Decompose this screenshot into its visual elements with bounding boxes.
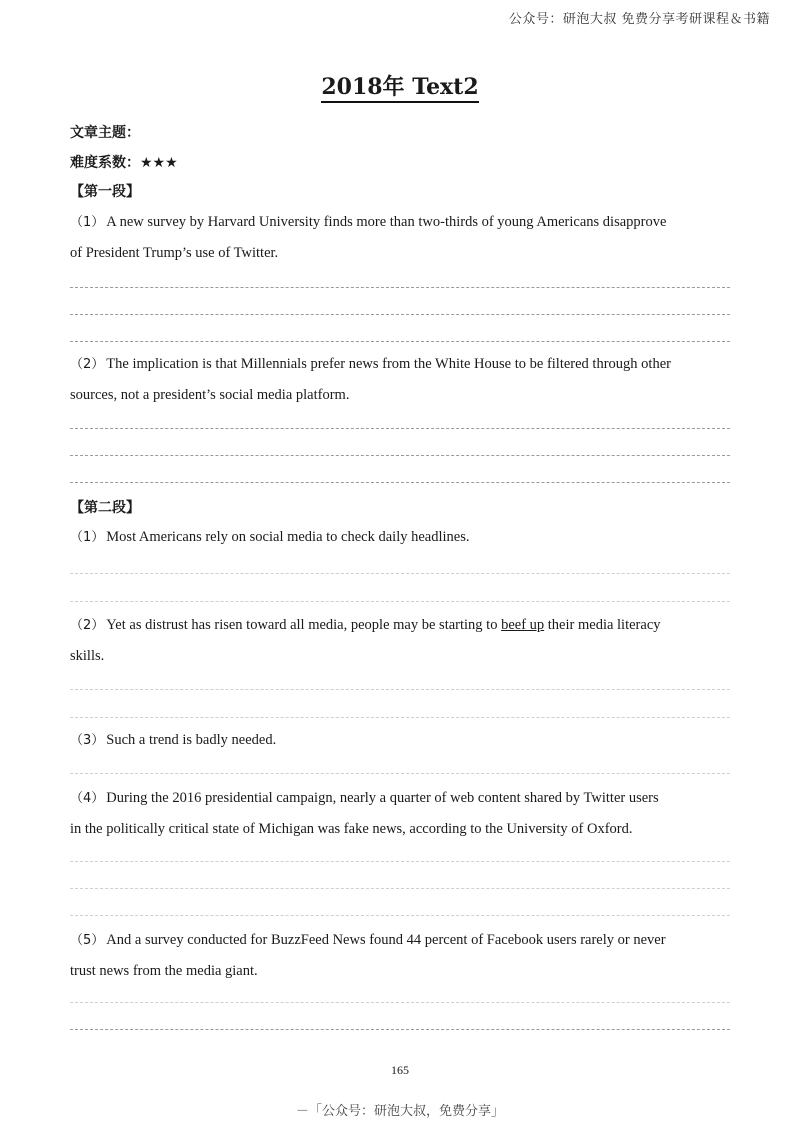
answer-line [70, 689, 730, 690]
sentence-2-4 [70, 783, 735, 844]
section-heading-1: 【第一段】 [70, 184, 140, 200]
sentence-text: The implication is that Millennials prefer news from the White House to be filtered through other [106, 356, 671, 372]
answer-line [70, 1029, 730, 1030]
sentence-2-5 [70, 925, 735, 986]
sentence-text: skills. [70, 648, 105, 664]
footer-note: －「公众号：研泡大叔，免费分享」 [295, 1104, 504, 1119]
page-title-text: 2018年 Text2 [321, 74, 478, 103]
header-note: 公众号：研泡大叔 免费分享考研课程＆书籍 [508, 12, 770, 27]
answer-line [70, 341, 730, 342]
sentence-number: （3） [70, 733, 105, 748]
sentence-text: trust news from the media giant. [70, 963, 258, 979]
section-heading-2: 【第二段】 [70, 500, 140, 516]
answer-line [70, 1002, 730, 1003]
page-title [0, 70, 800, 101]
sentence-text: their media literacy [544, 617, 661, 633]
sentence-1-1 [70, 207, 735, 268]
sentence-2-2 [70, 610, 735, 671]
answer-line [70, 717, 730, 718]
answer-line [70, 601, 730, 602]
sentence-number: （2） [70, 357, 105, 372]
answer-line [70, 287, 730, 288]
answer-line [70, 482, 730, 483]
answer-line [70, 573, 730, 574]
answer-line [70, 773, 730, 774]
sentence-number: （4） [70, 791, 105, 806]
answer-line [70, 314, 730, 315]
topic-label: 文章主题： [70, 125, 140, 141]
answer-line [70, 861, 730, 862]
answer-line [70, 915, 730, 916]
sentence-text: Such a trend is badly needed. [106, 732, 277, 748]
answer-line [70, 428, 730, 429]
sentence-text: During the 2016 presidential campaign, nearly a quarter of web content shared by Twitter users [106, 790, 659, 806]
sentence-text: A new survey by Harvard University finds more than two-thirds of young Americans disapprove [106, 214, 667, 230]
sentence-text: And a survey conducted for BuzzFeed News found 44 percent of Facebook users rarely or never [106, 932, 666, 948]
sentence-text: in the politically critical state of Michigan was fake news, according to the University of Oxford. [70, 821, 633, 837]
sentence-text: Most Americans rely on social media to check daily headlines. [106, 529, 470, 545]
sentence-2-3 [70, 725, 735, 756]
sentence-number: （1） [70, 215, 105, 230]
sentence-text: sources, not a president’s social media platform. [70, 387, 350, 403]
sentence-text: Yet as distrust has risen toward all media, people may be starting to [106, 617, 502, 633]
sentence-text: of President Trump’s use of Twitter. [70, 245, 279, 261]
sentence-2-1 [70, 522, 735, 553]
sentence-number: （2） [70, 618, 105, 633]
answer-line [70, 455, 730, 456]
answer-line [70, 888, 730, 889]
sentence-1-2 [70, 349, 735, 410]
underlined-phrase: beef up [501, 617, 545, 633]
page-number: 165 [391, 1063, 409, 1077]
sentence-number: （1） [70, 530, 105, 545]
difficulty-label: 难度系数：★★★ [70, 155, 178, 171]
sentence-number: （5） [70, 933, 105, 948]
